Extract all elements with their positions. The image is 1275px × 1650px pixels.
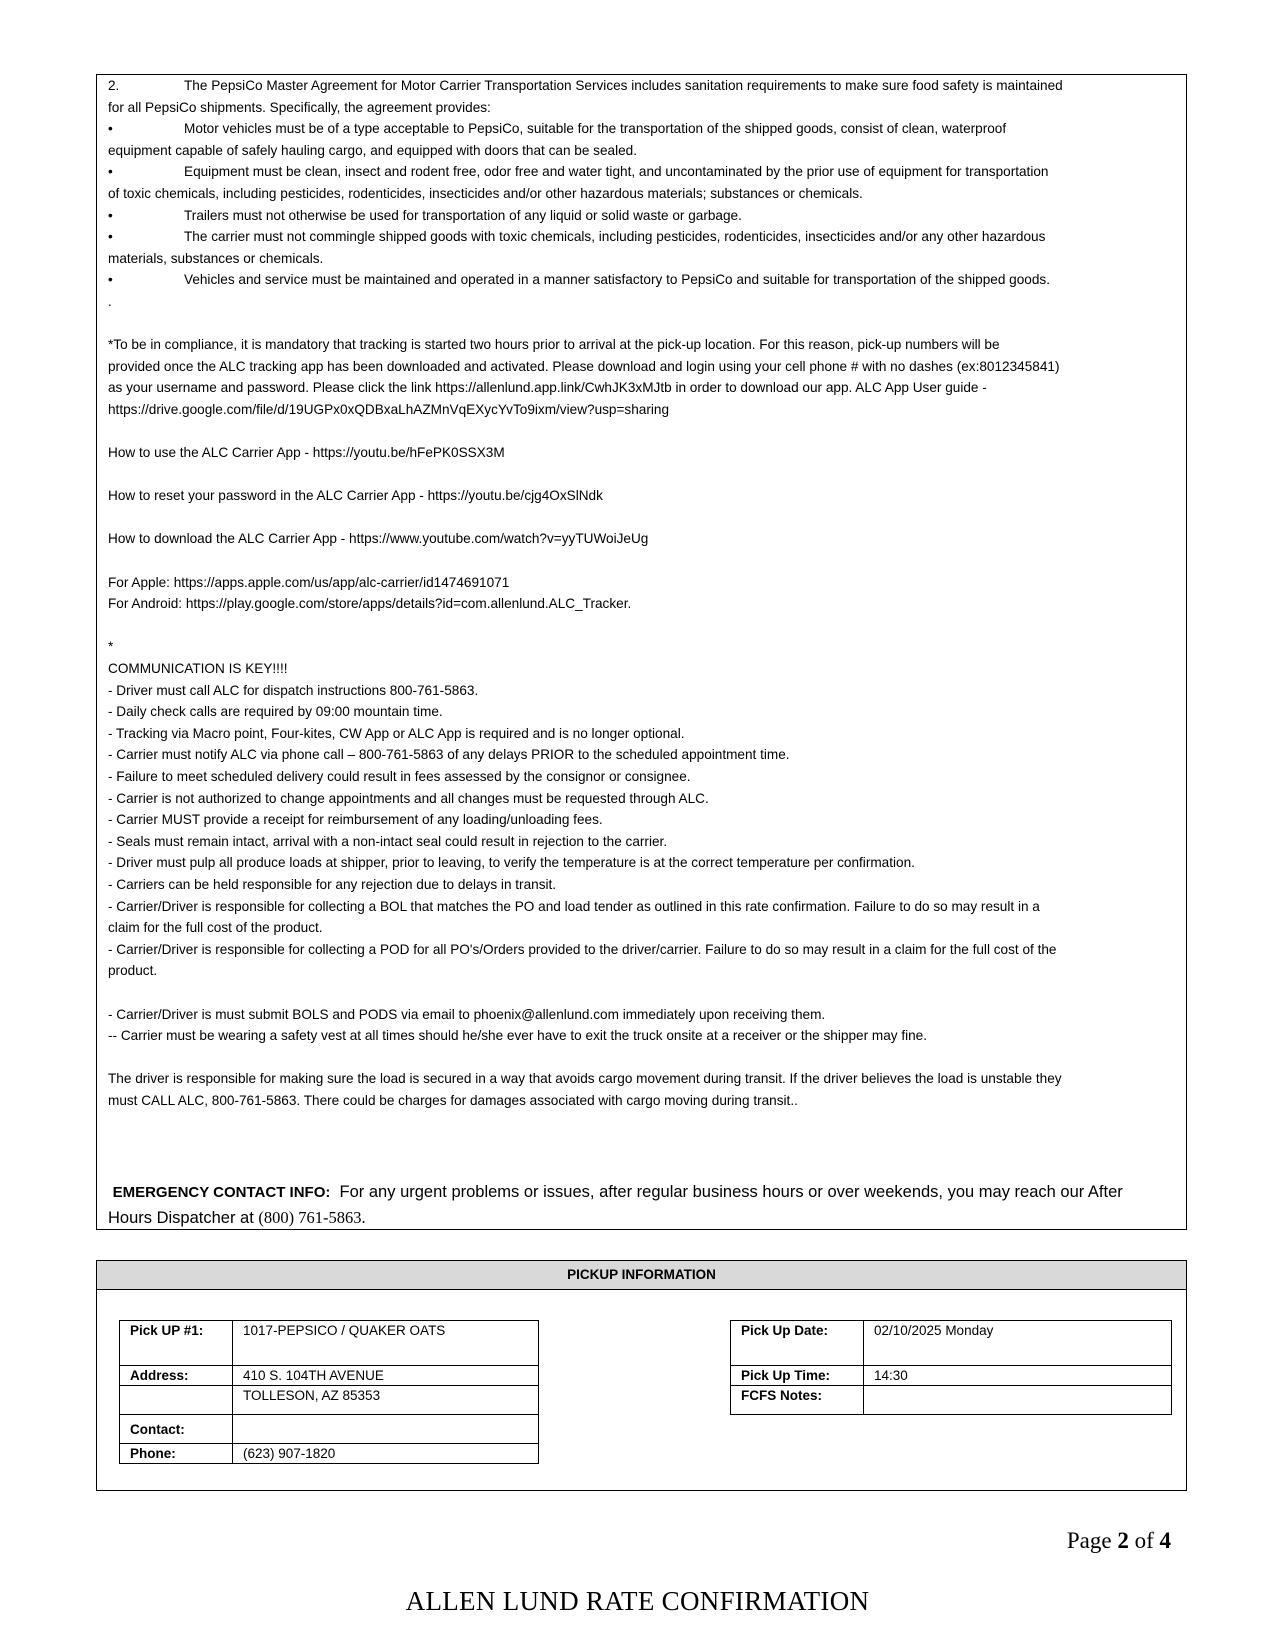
emergency-contact bbox=[108, 1180, 1176, 1231]
bullet-icon: • bbox=[108, 164, 113, 180]
pickup-number-label: Pick UP #1: bbox=[120, 1321, 233, 1366]
comm-rule: - Carrier MUST provide a receipt for reimbursement of any loading/unloading fees. bbox=[108, 812, 603, 828]
bullet-item: • Equipment must be clean, insect and rodent free, odor free and water tight, and uncontaminated by the prior use of equipment for transportation bbox=[108, 161, 1176, 183]
bullet-item: • Trailers must not otherwise be used for transportation of any liquid or solid waste or garbage. bbox=[108, 205, 1176, 227]
bullet-icon: • bbox=[108, 272, 113, 288]
comm-rule: - Carrier must notify ALC via phone call – 800-761-5863 of any delays PRIOR to the scheduled appointment time. bbox=[108, 747, 790, 763]
bullet-item-cont: materials, substances or chemicals. bbox=[108, 250, 324, 266]
pickup-section bbox=[96, 1260, 1187, 1491]
emergency-label: EMERGENCY CONTACT INFO: bbox=[112, 1184, 331, 1202]
comm-rule: - Driver must call ALC for dispatch instructions 800-761-5863. bbox=[108, 682, 479, 698]
how-to-use-link[interactable]: How to use the ALC Carrier App - https://youtu.be/hFePK0SSX3M bbox=[108, 445, 505, 461]
pickup-time-label: Pick Up Time: bbox=[731, 1366, 864, 1386]
communication-title: COMMUNICATION IS KEY!!!! bbox=[108, 661, 288, 677]
bullet-item-cont: equipment capable of safely hauling cargo, and equipped with doors that can be sealed. bbox=[108, 142, 638, 158]
android-app-link[interactable]: For Android: https://play.google.com/store/apps/details?id=com.allenlund.ALC_Tracker. bbox=[108, 596, 632, 612]
dot-line: . bbox=[108, 293, 112, 309]
pod-rule-cont: product. bbox=[108, 963, 158, 979]
table-row bbox=[731, 1386, 1172, 1415]
compliance-text: as your username and password. Please click the link https://allenlund.app.link/CwhJK3xMJtb in order to download our app. ALC App User guide - bbox=[108, 380, 987, 396]
current-page: 2 bbox=[1117, 1528, 1129, 1553]
pickup-number-value: 1017-PEPSICO / QUAKER OATS bbox=[233, 1321, 539, 1366]
compliance-text: *To be in compliance, it is mandatory that tracking is started two hours prior to arrival at the pick-up location. For this reason, pick-up numbers will be bbox=[108, 337, 1000, 353]
pickup-date-value: 02/10/2025 Monday bbox=[864, 1321, 1172, 1366]
comm-rule: - Tracking via Macro point, Four-kites, CW App or ALC App is required and is no longer optional. bbox=[108, 725, 685, 741]
contact-label: Contact: bbox=[120, 1415, 233, 1444]
pod-rule: - Carrier/Driver is responsible for collecting a POD for all PO's/Orders provided to the driver/carrier. Failure to do so may result in a claim for the full cost of the bbox=[108, 941, 1057, 957]
pickup-location-table bbox=[119, 1320, 539, 1464]
bullet-icon: • bbox=[108, 229, 113, 245]
compliance-text: provided once the ALC tracking app has been downloaded and activated. Please download and login using your cell phone # with no dashes (ex:8012345841) bbox=[108, 358, 1060, 374]
pickup-date-label: Pick Up Date: bbox=[731, 1321, 864, 1366]
comm-rule: - Carrier is not authorized to change appointments and all changes must be requested through ALC. bbox=[108, 790, 709, 806]
vest-rule: -- Carrier must be wearing a safety vest at all times should he/she ever have to exit the truck onsite at a receiver or the shipper may fine. bbox=[108, 1028, 928, 1044]
phone-label: Phone: bbox=[120, 1444, 233, 1464]
fcfs-notes-label: FCFS Notes: bbox=[731, 1386, 864, 1415]
agreement-text-cont: for all PepsiCo shipments. Specifically, the agreement provides: bbox=[108, 99, 491, 115]
how-to-reset-link[interactable]: How to reset your password in the ALC Carrier App - https://youtu.be/cjg4OxSlNdk bbox=[108, 488, 603, 504]
page-number: Page 2 of 4 bbox=[1066, 1528, 1171, 1553]
contact-value bbox=[233, 1415, 539, 1444]
bullet-icon: • bbox=[108, 121, 113, 137]
bullet-item: • The carrier must not commingle shipped goods with toxic chemicals, including pesticides, rodenticides, insecticides and/or any other hazardous bbox=[108, 226, 1176, 248]
bol-rule-cont: claim for the full cost of the product. bbox=[108, 920, 323, 936]
pickup-schedule-table bbox=[730, 1320, 1172, 1415]
table-row bbox=[120, 1415, 539, 1444]
comm-rule: - Daily check calls are required by 09:00 mountain time. bbox=[108, 704, 443, 720]
bullet-item: • Vehicles and service must be maintained and operated in a manner satisfactory to PepsiCo and suitable for transportation of the shipped goods. bbox=[108, 269, 1176, 291]
address-line2: TOLLESON, AZ 85353 bbox=[233, 1386, 539, 1415]
bullet-item-cont: of toxic chemicals, including pesticides, rodenticides, insecticides and/or other hazardous materials; substances or chemicals. bbox=[108, 185, 863, 201]
table-row bbox=[120, 1366, 539, 1386]
comm-rule: - Failure to meet scheduled delivery could result in fees assessed by the consignor or consignee. bbox=[108, 769, 691, 784]
table-row bbox=[120, 1386, 539, 1415]
pickup-header: PICKUP INFORMATION bbox=[97, 1261, 1186, 1290]
bol-rule: - Carrier/Driver is responsible for collecting a BOL that matches the PO and load tender as outlined in this rate confirmation. Failure to do so may result in a bbox=[108, 898, 1040, 914]
table-row bbox=[731, 1366, 1172, 1386]
table-row bbox=[731, 1321, 1172, 1366]
comm-rule: - Seals must remain intact, arrival with a non-intact seal could result in rejection to the carrier. bbox=[108, 833, 668, 849]
how-to-download-link[interactable]: How to download the ALC Carrier App - https://www.youtube.com/watch?v=yyTUWoiJeUg bbox=[108, 531, 649, 547]
agreement-text: The PepsiCo Master Agreement for Motor Carrier Transportation Services includes sanitation requirements to make sure food safety is maintained bbox=[184, 78, 1063, 93]
phone-value: (623) 907-1820 bbox=[233, 1444, 539, 1464]
comm-rule: - Driver must pulp all produce loads at shipper, prior to leaving, to verify the temperature is at the correct temperature per confirmation. bbox=[108, 855, 915, 871]
address-label: Address: bbox=[120, 1366, 233, 1386]
terms-section bbox=[96, 74, 1187, 1230]
comm-rule: - Carriers can be held responsible for any rejection due to delays in transit. bbox=[108, 876, 557, 892]
email-rule: - Carrier/Driver is must submit BOLS and PODS via email to phoenix@allenlund.com immediately upon receiving them. bbox=[108, 1006, 826, 1022]
paragraph-number: 2. bbox=[108, 78, 120, 93]
emergency-phone: (800) 761-5863. bbox=[258, 1208, 366, 1228]
emergency-text-cont: Hours Dispatcher at bbox=[108, 1209, 259, 1228]
secure-load-text: must CALL ALC, 800-761-5863. There could be charges for damages associated with cargo moving during transit.. bbox=[108, 1092, 798, 1108]
address-line1: 410 S. 104TH AVENUE bbox=[233, 1366, 539, 1386]
table-row bbox=[120, 1444, 539, 1464]
user-guide-link[interactable]: https://drive.google.com/file/d/19UGPx0xQDBxaLhAZMnVqEXycYvTo9ixm/view?usp=sharing bbox=[108, 401, 670, 417]
secure-load-text: The driver is responsible for making sure the load is secured in a way that avoids cargo movement during transit. If the driver believes the load is unstable they bbox=[108, 1071, 1062, 1087]
star-line: * bbox=[108, 639, 114, 655]
emergency-text: For any urgent problems or issues, after regular business hours or over weekends, you may reach our After bbox=[339, 1183, 1123, 1202]
bullet-icon: • bbox=[108, 207, 113, 223]
bullet-item: • Motor vehicles must be of a type acceptable to PepsiCo, suitable for the transportation of the shipped goods, consist of clean, waterproof bbox=[108, 118, 1176, 140]
agreement-paragraph bbox=[108, 75, 1176, 97]
fcfs-notes-value bbox=[864, 1386, 1172, 1415]
apple-app-link[interactable]: For Apple: https://apps.apple.com/us/app/alc-carrier/id1474691071 bbox=[108, 574, 510, 590]
total-pages: 4 bbox=[1159, 1528, 1171, 1553]
pickup-time-value: 14:30 bbox=[864, 1366, 1172, 1386]
table-row bbox=[120, 1321, 539, 1366]
document-title: ALLEN LUND RATE CONFIRMATION bbox=[405, 1586, 870, 1616]
